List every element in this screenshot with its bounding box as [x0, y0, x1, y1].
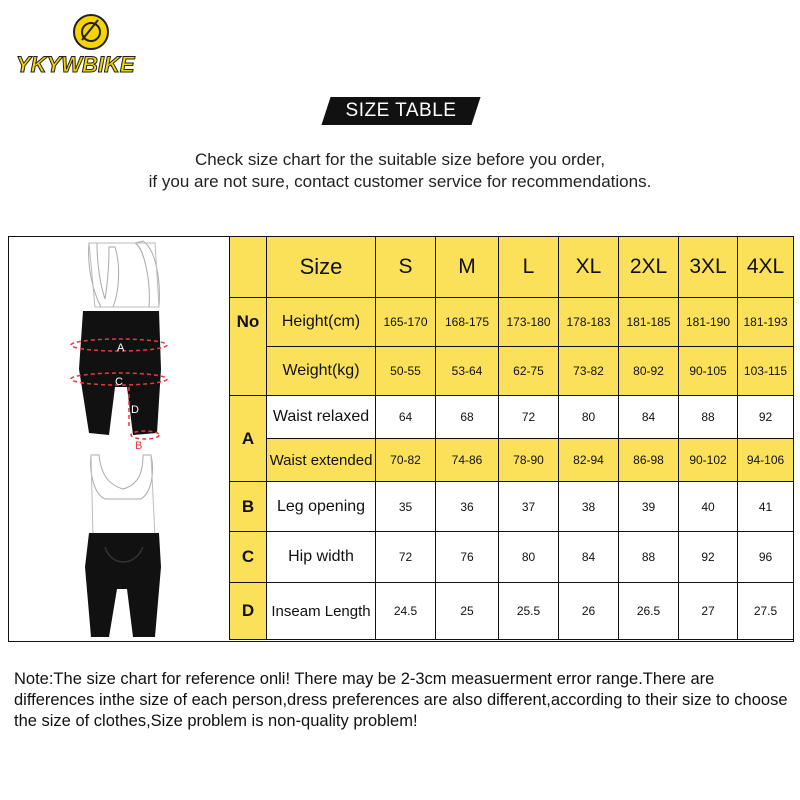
- bib-shorts-illustration: [9, 237, 230, 641]
- value-cell: 25: [436, 583, 499, 640]
- group-cell-no: No: [230, 298, 267, 396]
- value-cell: 70-82: [376, 439, 436, 482]
- value-cell: 39: [619, 482, 679, 532]
- size-m: M: [436, 237, 499, 298]
- table-row: [230, 583, 794, 640]
- row-label-waist-relaxed: Waist relaxed: [267, 396, 376, 439]
- table-row: [230, 439, 794, 482]
- row-label-height: Height(cm): [267, 298, 376, 347]
- value-cell: 88: [679, 396, 738, 439]
- group-cell-d: D: [230, 583, 267, 640]
- value-cell: 72: [499, 396, 559, 439]
- page-title: SIZE TABLE: [345, 100, 457, 121]
- marker-b: B: [135, 440, 143, 452]
- group-cell-a: A: [230, 396, 267, 482]
- size-header-row: [230, 237, 794, 298]
- value-cell: 80: [499, 532, 559, 583]
- value-cell: 27.5: [738, 583, 794, 640]
- brand-logo: [16, 10, 166, 80]
- value-cell: 86-98: [619, 439, 679, 482]
- intro-line-2: if you are not sure, contact customer service for recommendations.: [148, 172, 652, 191]
- size-4xl: 4XL: [738, 237, 794, 298]
- value-cell: 84: [559, 532, 619, 583]
- row-label-inseam-length: Inseam Length: [267, 583, 376, 640]
- marker-a: A: [117, 342, 125, 354]
- brand-name: YKYWBIKE: [16, 52, 135, 77]
- value-cell: 92: [738, 396, 794, 439]
- row-label-weight: Weight(kg): [267, 347, 376, 396]
- value-cell: 94-106: [738, 439, 794, 482]
- value-cell: 62-75: [499, 347, 559, 396]
- intro-line-1: Check size chart for the suitable size before you order,: [194, 150, 606, 169]
- bike-gear-icon: [16, 10, 166, 55]
- value-cell: 76: [436, 532, 499, 583]
- value-cell: 25.5: [499, 583, 559, 640]
- value-cell: 173-180: [499, 298, 559, 347]
- value-cell: 41: [738, 482, 794, 532]
- value-cell: 40: [679, 482, 738, 532]
- value-cell: 24.5: [376, 583, 436, 640]
- size-3xl: 3XL: [679, 237, 738, 298]
- table-row: [230, 532, 794, 583]
- value-cell: 82-94: [559, 439, 619, 482]
- value-cell: 78-90: [499, 439, 559, 482]
- value-cell: 181-193: [738, 298, 794, 347]
- value-cell: 35: [376, 482, 436, 532]
- value-cell: 27: [679, 583, 738, 640]
- value-cell: 53-64: [436, 347, 499, 396]
- group-cell-b: B: [230, 482, 267, 532]
- value-cell: 36: [436, 482, 499, 532]
- value-cell: 92: [679, 532, 738, 583]
- disclaimer-note: Note:The size chart for reference onli! There may be 2-3cm measuerment error range.There are differences inthe size of each person,dress preferences are also different,according to their size to choose the size of clothes,Size problem is non-quality problem!: [14, 670, 788, 730]
- header-corner-cell: [230, 237, 267, 298]
- table-row: [230, 482, 794, 532]
- value-cell: 64: [376, 396, 436, 439]
- size-label-cell: Size: [267, 237, 376, 298]
- group-cell-c: C: [230, 532, 267, 583]
- size-s: S: [376, 237, 436, 298]
- row-label-waist-extended: Waist extended: [267, 439, 376, 482]
- size-2xl: 2XL: [619, 237, 679, 298]
- value-cell: 74-86: [436, 439, 499, 482]
- value-cell: 103-115: [738, 347, 794, 396]
- size-table: [229, 236, 794, 640]
- size-xl: XL: [559, 237, 619, 298]
- size-l: L: [499, 237, 559, 298]
- row-label-leg-opening: Leg opening: [267, 482, 376, 532]
- row-label-hip-width: Hip width: [267, 532, 376, 583]
- value-cell: 88: [619, 532, 679, 583]
- value-cell: 50-55: [376, 347, 436, 396]
- value-cell: 73-82: [559, 347, 619, 396]
- value-cell: 181-190: [679, 298, 738, 347]
- value-cell: 80-92: [619, 347, 679, 396]
- value-cell: 165-170: [376, 298, 436, 347]
- value-cell: 72: [376, 532, 436, 583]
- marker-c: C: [115, 376, 123, 388]
- table-row: [230, 347, 794, 396]
- table-row: [230, 298, 794, 347]
- value-cell: 178-183: [559, 298, 619, 347]
- value-cell: 90-102: [679, 439, 738, 482]
- value-cell: 84: [619, 396, 679, 439]
- value-cell: 38: [559, 482, 619, 532]
- table-row: [230, 396, 794, 439]
- value-cell: 26.5: [619, 583, 679, 640]
- value-cell: 26: [559, 583, 619, 640]
- marker-d: D: [131, 404, 139, 416]
- value-cell: 68: [436, 396, 499, 439]
- value-cell: 80: [559, 396, 619, 439]
- value-cell: 37: [499, 482, 559, 532]
- value-cell: 96: [738, 532, 794, 583]
- value-cell: 168-175: [436, 298, 499, 347]
- value-cell: 181-185: [619, 298, 679, 347]
- value-cell: 90-105: [679, 347, 738, 396]
